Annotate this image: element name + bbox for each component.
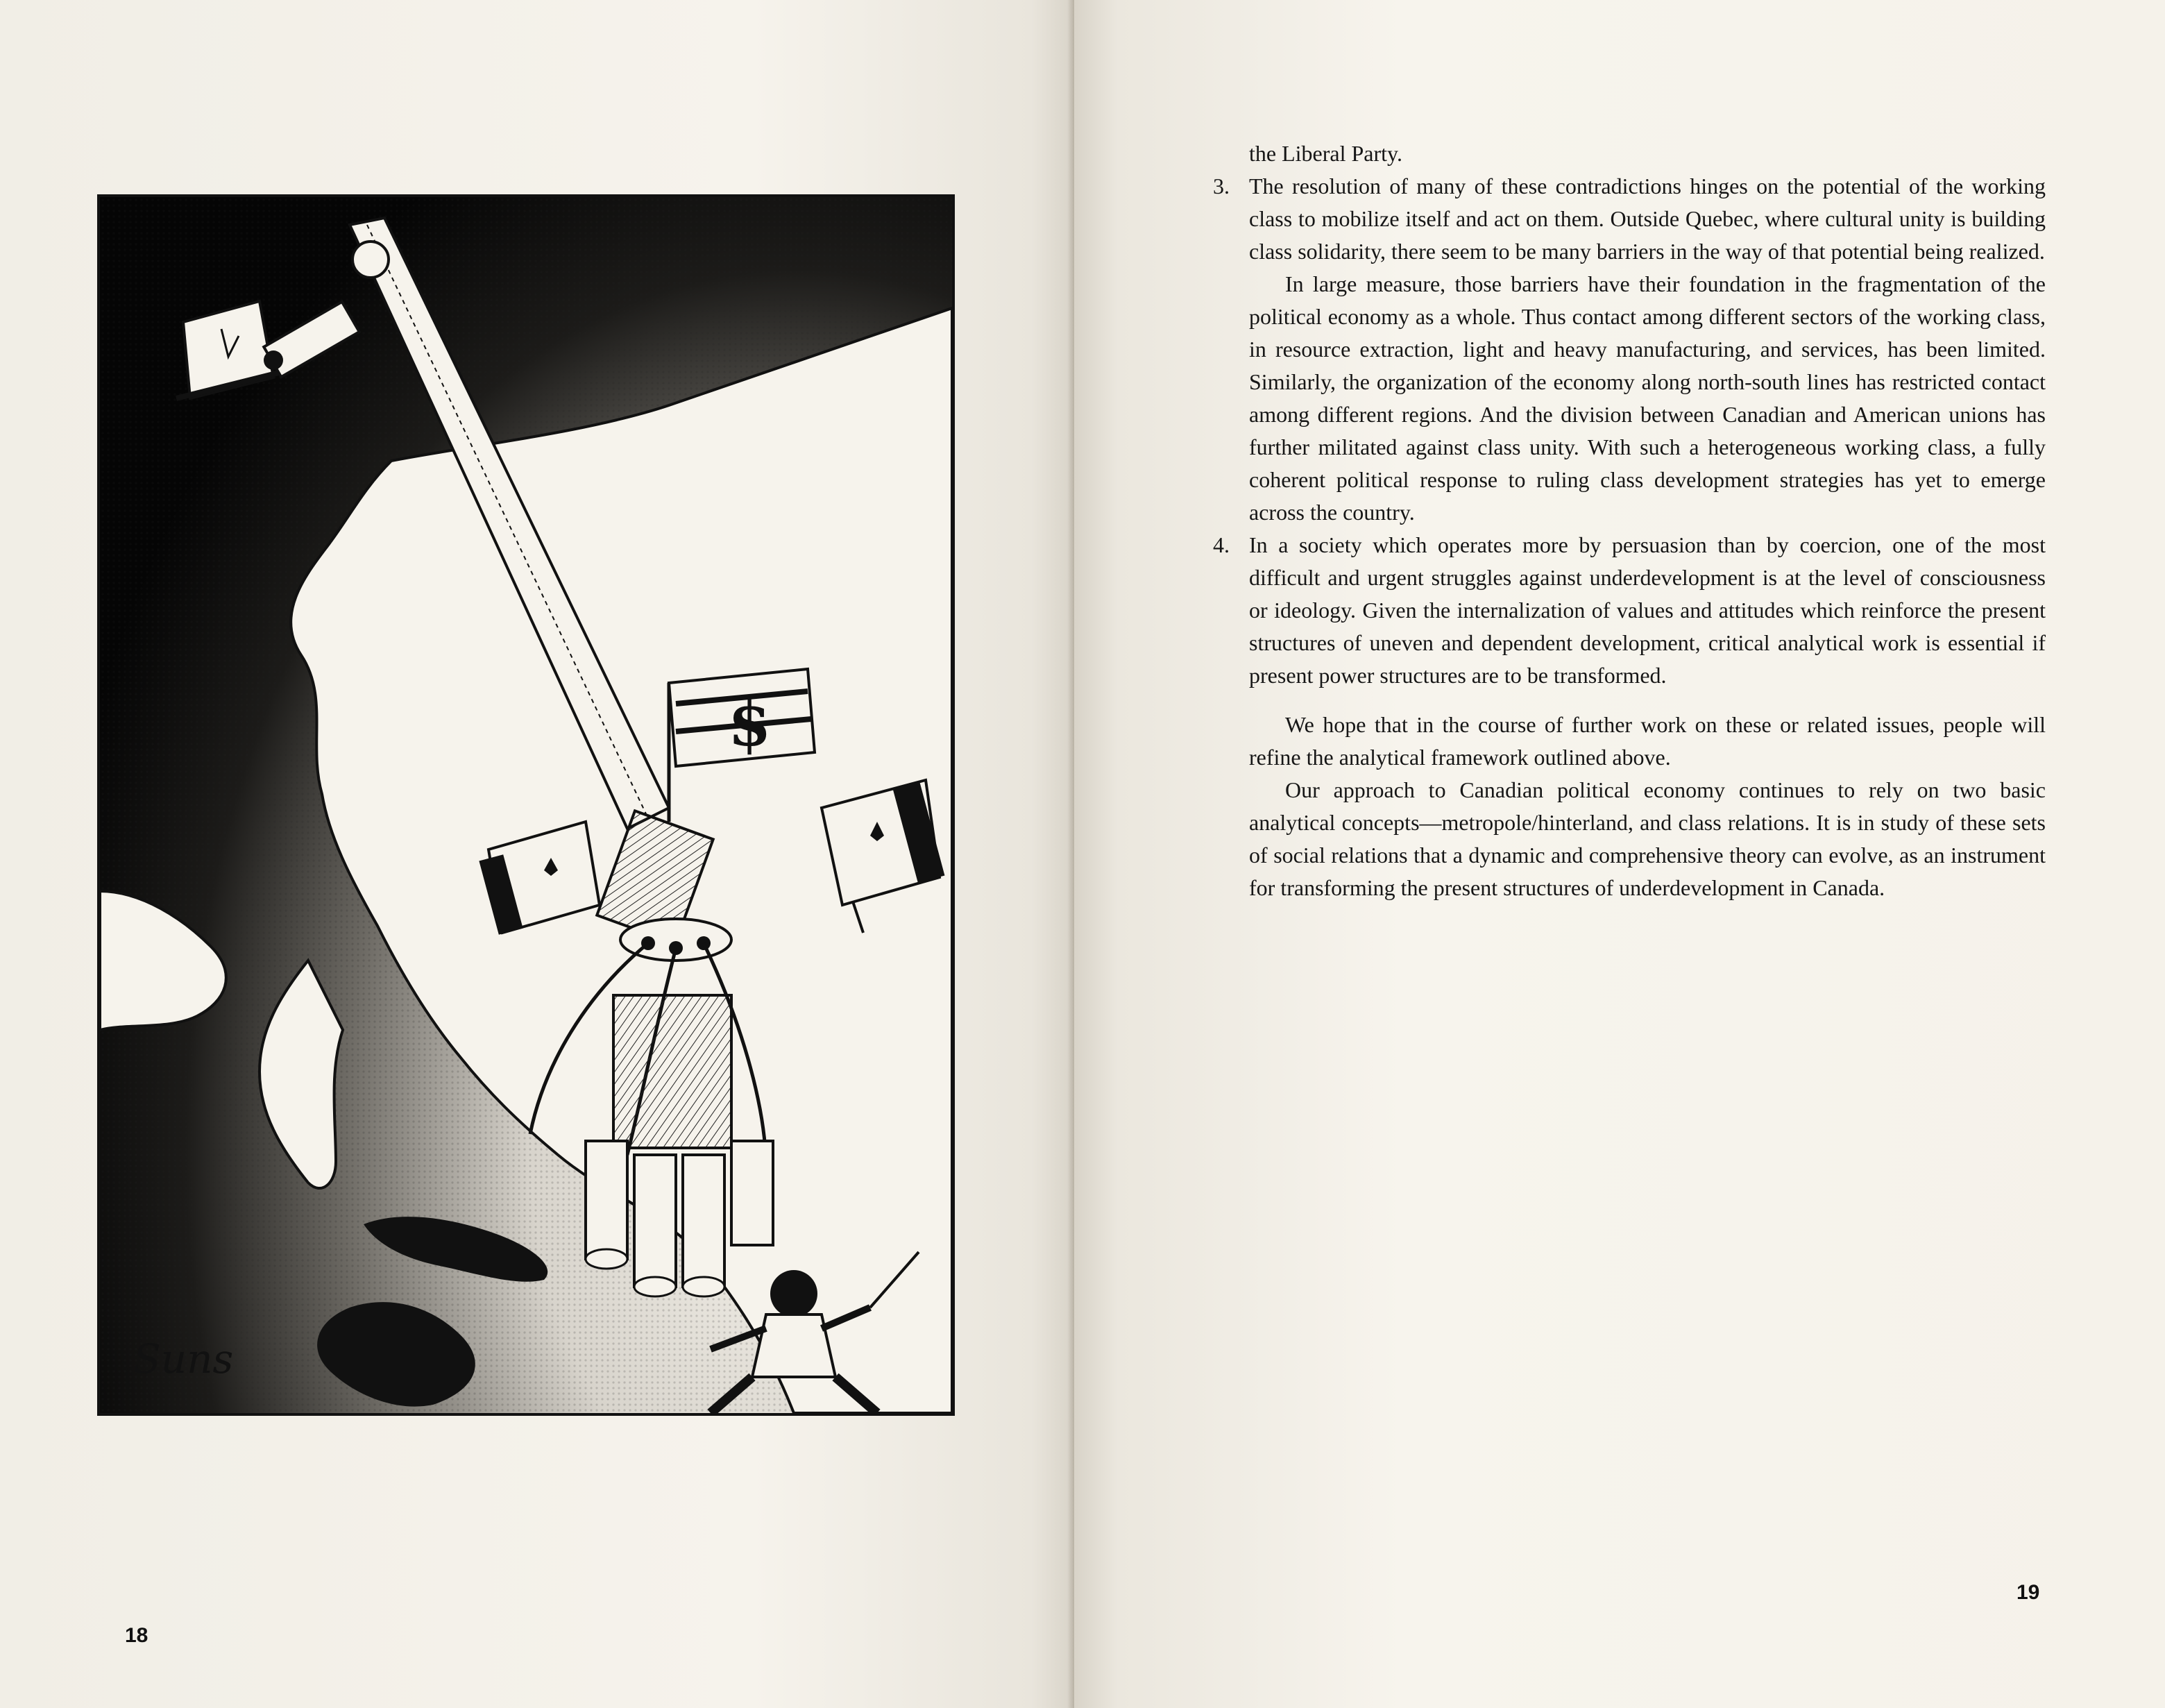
item-paragraph: In a society which operates more by persuasion than by coercion, one of the most difficult and urgent struggles against underdevelopment is at the level of consciousness or ideology. Given the internalization of values and attitudes which reinforce the present structures of uneven and dependent development, critical analytical work is essential if present power structures are to be transformed. [1249, 532, 2046, 688]
item-paragraph: The resolution of many of these contradictions hinges on the potential of the working class to mobilize itself and act on them. Outside Quebec, where cultural unity is building class solidarity, there seem to be many barriers in the way of that potential being realized. [1249, 174, 2046, 264]
cartoon-drawing [100, 197, 952, 1413]
left-page [0, 0, 1074, 1708]
item-paragraph: In large measure, those barriers have their foundation in the fragmentation of the political economy as a whole. Thus contact among different sectors of the working class, in resource extraction, light and heavy manufacturing, and services, has been limited. Similarly, the organization of the economy along north-south lines has restricted contact among different regions. And the division between Canadian and American unions has further militated against class unity. With such a heterogeneous working class, a fully coherent political response to ruling class development strategies has yet to emerge across the country. [1249, 271, 2046, 525]
numbered-item-3 [1213, 170, 2046, 529]
right-page-text [1213, 137, 2046, 904]
lead-in-text: the Liberal Party. [1249, 141, 1402, 166]
item-number: 3. [1213, 174, 1230, 198]
cartoon-illustration [97, 194, 955, 1416]
page-number-left: 18 [125, 1624, 148, 1647]
item-number: 4. [1213, 532, 1230, 557]
paragraph-gap [1213, 692, 2046, 709]
closing-paragraph: We hope that in the course of further work on these or related issues, people will refine the analytical framework outlined above. [1249, 712, 2046, 770]
artist-signature: Suns [133, 1335, 234, 1383]
numbered-item-4 [1213, 529, 2046, 692]
closing-paragraph: Our approach to Canadian political economy continues to rely on two basic analytical concepts—metropole/hinterland, and class relations. It is in study of these sets of social relations that a dynamic and comprehensive theory can evolve, as an instrument for transforming the present structures of underdevelopment in Canada. [1249, 777, 2046, 900]
dollar-sign: $ [728, 687, 772, 761]
page-number-right: 19 [2017, 1581, 2040, 1604]
